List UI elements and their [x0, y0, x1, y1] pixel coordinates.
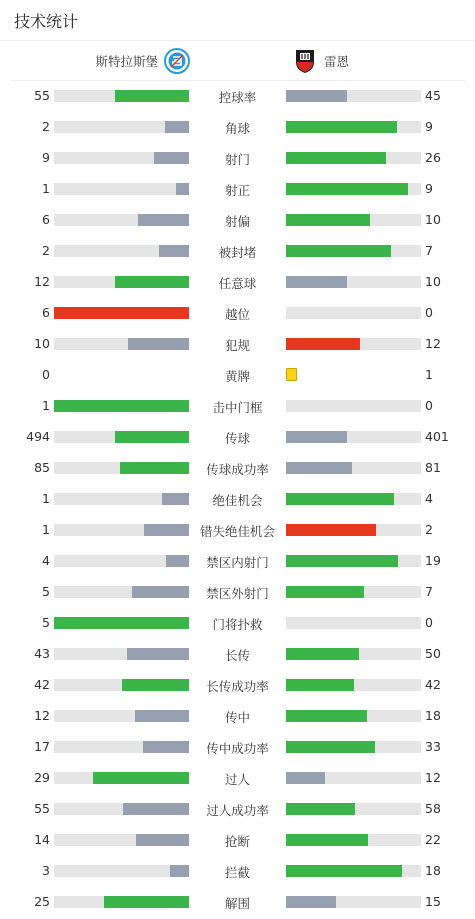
stat-row	[0, 793, 475, 824]
home-bar-fill	[122, 679, 190, 691]
stat-label: 任意球	[218, 276, 257, 291]
home-stat-value: 55	[34, 88, 50, 103]
stat-row	[0, 762, 475, 793]
away-bar-track	[286, 648, 421, 660]
home-bar-track	[54, 338, 189, 350]
away-bar-fill	[286, 865, 402, 877]
away-bar-track	[286, 245, 421, 257]
home-bar-fill	[54, 307, 189, 319]
home-bar-fill	[165, 121, 189, 133]
away-stat-value: 1	[425, 367, 433, 382]
stat-row	[0, 545, 475, 576]
home-team-name: 斯特拉斯堡	[95, 54, 158, 69]
stat-row	[0, 266, 475, 297]
home-bar-fill	[54, 617, 189, 629]
home-stat-value: 6	[42, 305, 50, 320]
home-stat-value: 5	[42, 584, 50, 599]
home-stat-value: 12	[34, 274, 50, 289]
stat-row	[0, 669, 475, 700]
stat-row	[0, 390, 475, 421]
home-stat-value: 5	[42, 615, 50, 630]
home-bar-track	[54, 307, 189, 319]
stat-label: 射正	[224, 183, 250, 198]
home-bar-track	[54, 555, 189, 567]
away-stat-value: 7	[425, 243, 433, 258]
home-bar-track	[54, 741, 189, 753]
home-stat-value: 4	[42, 553, 50, 568]
home-bar-track	[54, 865, 189, 877]
stat-label: 长传成功率	[206, 679, 269, 694]
stat-label: 禁区内射门	[206, 555, 269, 570]
home-bar-fill	[154, 152, 189, 164]
away-bar-track	[286, 338, 421, 350]
away-bar-track	[286, 462, 421, 474]
away-bar-track	[286, 307, 421, 319]
home-stat-value: 42	[34, 677, 50, 692]
home-stat-value: 1	[42, 398, 50, 413]
away-bar-track	[286, 152, 421, 164]
away-bar-track	[286, 834, 421, 846]
home-bar-track	[54, 896, 189, 908]
stat-label: 击中门框	[212, 400, 263, 415]
away-bar-track	[286, 803, 421, 815]
away-bar-track	[286, 400, 421, 412]
away-stat-value: 0	[425, 305, 433, 320]
home-stat-value: 1	[42, 522, 50, 537]
stat-label: 过人	[224, 772, 250, 787]
rennes-logo-icon	[292, 48, 318, 74]
home-bar-fill	[138, 214, 189, 226]
away-stat-value: 12	[425, 770, 441, 785]
away-bar-track	[286, 214, 421, 226]
away-bar-track	[286, 555, 421, 567]
away-stat-value: 58	[425, 801, 441, 816]
stat-row	[0, 855, 475, 886]
away-bar-track	[286, 183, 421, 195]
away-bar-track	[286, 90, 421, 102]
away-bar-track	[286, 772, 421, 784]
stat-label: 禁区外射门	[206, 586, 269, 601]
away-bar-track	[286, 617, 421, 629]
stat-label: 角球	[224, 121, 250, 136]
away-bar-fill	[286, 834, 368, 846]
home-bar-fill	[54, 400, 189, 412]
away-team-name: 雷恩	[324, 54, 350, 69]
stat-label: 传球成功率	[206, 462, 269, 477]
stat-row	[0, 421, 475, 452]
home-bar-fill	[162, 493, 189, 505]
home-stat-value: 2	[42, 119, 50, 134]
stat-row	[0, 731, 475, 762]
away-bar-track	[286, 865, 421, 877]
away-stat-value: 18	[425, 863, 441, 878]
away-bar-fill	[286, 121, 397, 133]
home-bar-fill	[93, 772, 189, 784]
stat-label: 拦截	[224, 865, 250, 880]
home-stat-value: 0	[42, 367, 50, 382]
stat-row	[0, 576, 475, 607]
away-bar-track	[286, 896, 421, 908]
home-bar-fill	[132, 586, 189, 598]
away-team[interactable]	[292, 48, 349, 74]
away-stat-value: 10	[425, 274, 441, 289]
away-stat-value: 7	[425, 584, 433, 599]
away-bar-track	[286, 431, 421, 443]
home-bar-fill	[176, 183, 190, 195]
home-bar-track	[54, 245, 189, 257]
away-stat-value: 12	[425, 336, 441, 351]
stat-row	[0, 328, 475, 359]
home-bar-fill	[170, 865, 189, 877]
home-bar-fill	[115, 90, 189, 102]
stat-label: 射门	[224, 152, 250, 167]
stat-label: 犯规	[224, 338, 250, 353]
away-bar-fill	[286, 493, 394, 505]
away-stat-value: 81	[425, 460, 441, 475]
home-bar-track	[54, 772, 189, 784]
stat-row	[0, 142, 475, 173]
home-stat-value: 25	[34, 894, 50, 909]
stat-row	[0, 483, 475, 514]
strasbourg-logo-icon	[164, 48, 190, 74]
home-bar-track	[54, 834, 189, 846]
away-bar-fill	[286, 679, 354, 691]
stat-label: 绝佳机会	[212, 493, 263, 508]
away-stat-value: 401	[425, 429, 449, 444]
stat-row	[0, 235, 475, 266]
home-stat-value: 1	[42, 181, 50, 196]
stat-label: 传球	[224, 431, 250, 446]
home-stat-value: 29	[34, 770, 50, 785]
home-stat-value: 2	[42, 243, 50, 258]
stat-row	[0, 824, 475, 855]
stat-label: 传中成功率	[206, 741, 269, 756]
home-stat-value: 14	[34, 832, 50, 847]
home-bar-fill	[123, 803, 189, 815]
stat-label: 错失绝佳机会	[199, 524, 275, 539]
home-bar-track	[54, 152, 189, 164]
home-bar-fill	[120, 462, 189, 474]
stat-label: 抢断	[224, 834, 250, 849]
away-stat-value: 26	[425, 150, 441, 165]
stat-row	[0, 452, 475, 483]
away-stat-value: 45	[425, 88, 441, 103]
home-bar-track	[54, 710, 189, 722]
home-bar-track	[54, 121, 189, 133]
home-stat-value: 12	[34, 708, 50, 723]
stat-row	[0, 700, 475, 731]
stat-row	[0, 204, 475, 235]
stat-label: 黄牌	[224, 369, 250, 384]
away-bar-fill	[286, 90, 347, 102]
home-bar-track	[54, 648, 189, 660]
stat-label: 越位	[224, 307, 250, 322]
away-stat-value: 19	[425, 553, 441, 568]
away-bar-fill	[286, 245, 391, 257]
stat-row	[0, 173, 475, 204]
away-bar-fill	[286, 276, 347, 288]
home-bar-fill	[143, 741, 189, 753]
home-stat-value: 6	[42, 212, 50, 227]
home-bar-track	[54, 617, 189, 629]
home-bar-track	[54, 214, 189, 226]
home-bar-track	[54, 803, 189, 815]
away-bar-fill	[286, 586, 364, 598]
home-stat-value: 43	[34, 646, 50, 661]
stats-list	[0, 80, 475, 917]
away-stat-value: 0	[425, 615, 433, 630]
stat-row	[0, 886, 475, 917]
stat-label: 门将扑救	[212, 617, 263, 632]
away-bar-fill	[286, 772, 325, 784]
stat-row	[0, 607, 475, 638]
home-bar-track	[54, 431, 189, 443]
away-bar-fill	[286, 183, 408, 195]
away-bar-fill	[286, 741, 375, 753]
away-bar-fill	[286, 896, 336, 908]
stat-label: 射偏	[224, 214, 250, 229]
home-bar-fill	[115, 276, 189, 288]
stat-label: 被封堵	[218, 245, 257, 260]
stat-label: 长传	[224, 648, 250, 663]
home-bar-fill	[127, 648, 189, 660]
away-stat-value: 22	[425, 832, 441, 847]
away-stat-value: 9	[425, 119, 433, 134]
away-stat-value: 18	[425, 708, 441, 723]
home-bar-track	[54, 462, 189, 474]
away-stat-value: 50	[425, 646, 441, 661]
home-team[interactable]	[95, 48, 190, 74]
home-bar-track	[54, 493, 189, 505]
home-bar-fill	[104, 896, 189, 908]
away-bar-fill	[286, 214, 370, 226]
home-bar-track	[54, 183, 189, 195]
home-bar-fill	[135, 710, 189, 722]
away-bar-fill	[286, 462, 352, 474]
stat-row	[0, 638, 475, 669]
home-bar-track	[54, 90, 189, 102]
away-bar-fill	[286, 648, 359, 660]
away-bar-fill	[286, 338, 360, 350]
away-bar-track	[286, 493, 421, 505]
away-bar-fill	[286, 803, 355, 815]
home-stat-value: 85	[34, 460, 50, 475]
away-stat-value: 15	[425, 894, 441, 909]
away-stat-value: 0	[425, 398, 433, 413]
stat-label: 解围	[224, 896, 250, 911]
home-bar-track	[54, 276, 189, 288]
home-bar-fill	[128, 338, 189, 350]
yellow-card-icon	[286, 368, 297, 381]
stat-row	[0, 514, 475, 545]
home-bar-track	[54, 679, 189, 691]
away-stat-value: 4	[425, 491, 433, 506]
home-stat-value: 1	[42, 491, 50, 506]
page-title: 技术统计	[0, 0, 475, 41]
away-bar-fill	[286, 524, 376, 536]
away-bar-track	[286, 121, 421, 133]
home-stat-value: 55	[34, 801, 50, 816]
away-bar-track	[286, 586, 421, 598]
away-bar-fill	[286, 710, 367, 722]
away-stat-value: 10	[425, 212, 441, 227]
away-bar-track	[286, 276, 421, 288]
home-bar-track	[54, 400, 189, 412]
stat-label: 控球率	[218, 90, 257, 105]
away-stat-value: 33	[425, 739, 441, 754]
stat-row	[0, 359, 475, 390]
away-bar-track	[286, 710, 421, 722]
away-bar-fill	[286, 555, 398, 567]
away-bar-track	[286, 679, 421, 691]
away-stat-value: 9	[425, 181, 433, 196]
away-bar-fill	[286, 152, 386, 164]
away-stat-value: 2	[425, 522, 433, 537]
home-bar-track	[54, 586, 189, 598]
home-stat-value: 9	[42, 150, 50, 165]
home-bar-fill	[136, 834, 189, 846]
stat-row	[0, 80, 475, 111]
stat-label: 传中	[224, 710, 250, 725]
home-stat-value: 3	[42, 863, 50, 878]
teams-header	[10, 41, 465, 81]
away-bar-fill	[286, 431, 347, 443]
home-stat-value: 17	[34, 739, 50, 754]
stat-row	[0, 297, 475, 328]
stat-row	[0, 111, 475, 142]
away-stat-value: 42	[425, 677, 441, 692]
home-bar-fill	[166, 555, 189, 567]
home-stat-value: 494	[26, 429, 50, 444]
home-stat-value: 10	[34, 336, 50, 351]
home-bar-fill	[144, 524, 189, 536]
home-bar-fill	[115, 431, 189, 443]
home-bar-track	[54, 524, 189, 536]
away-bar-track	[286, 741, 421, 753]
away-bar-track	[286, 524, 421, 536]
home-bar-fill	[159, 245, 189, 257]
stat-label: 过人成功率	[206, 803, 269, 818]
